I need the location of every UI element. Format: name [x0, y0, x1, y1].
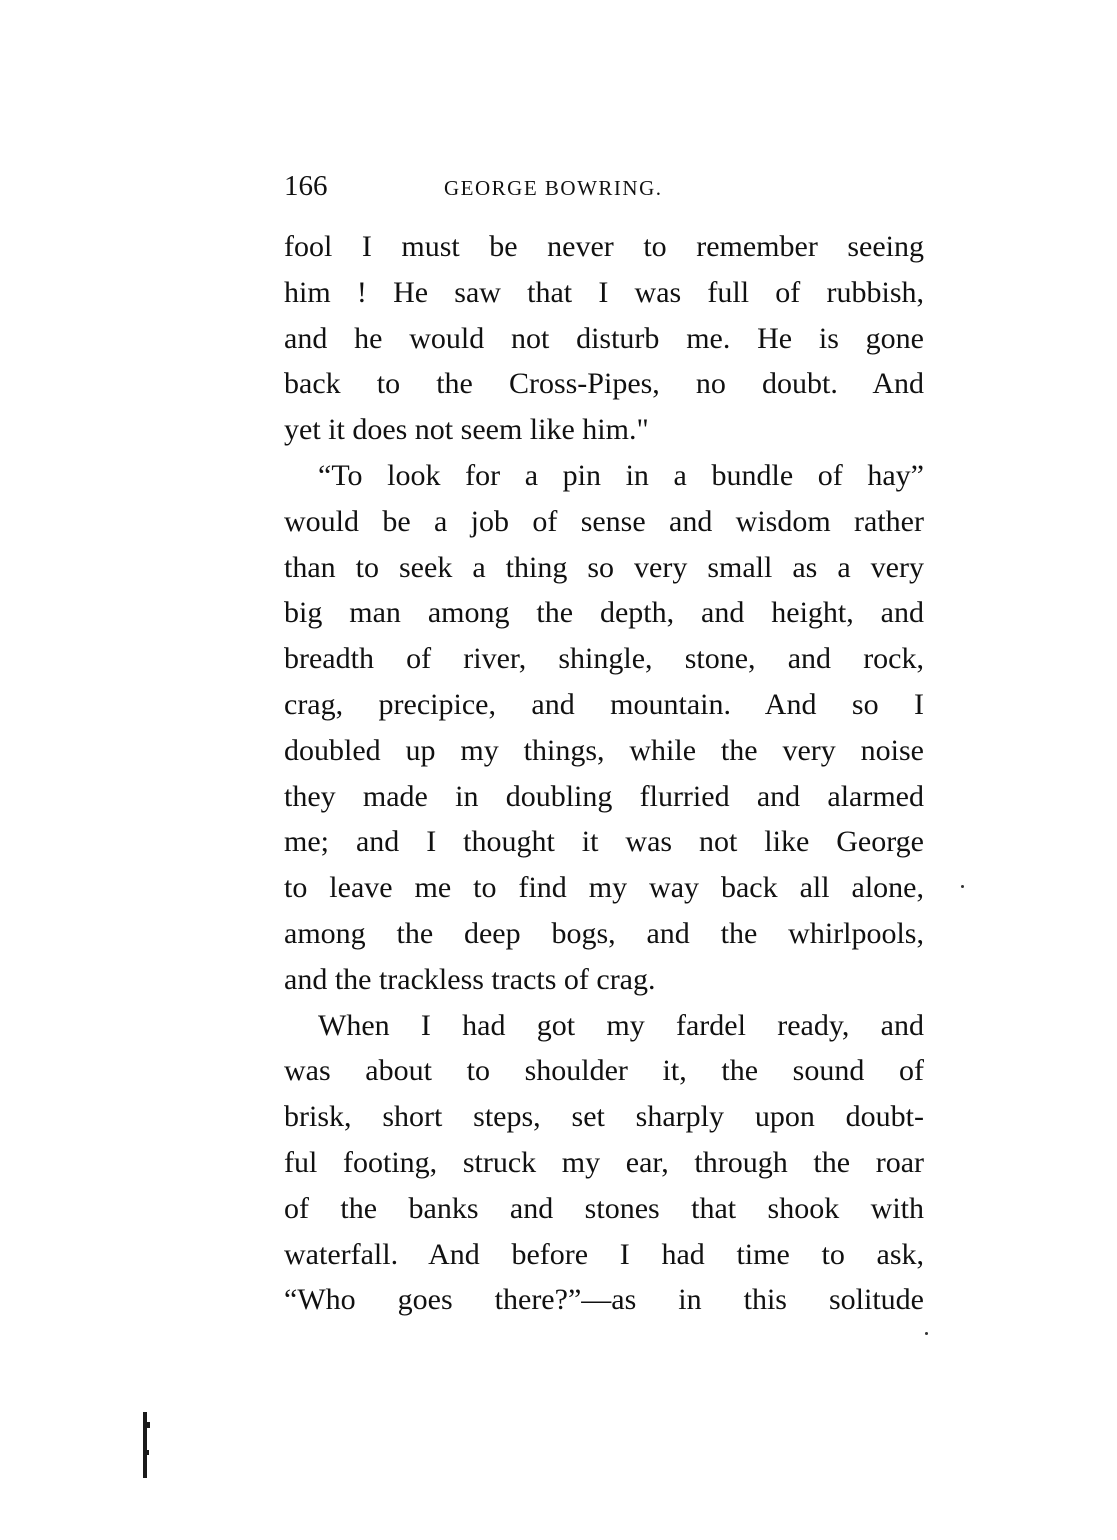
text-line: waterfall. And before I had time to ask, [284, 1237, 924, 1271]
body-text [284, 224, 924, 1323]
text-line: me; and I thought it was not like George [284, 825, 924, 859]
running-head [284, 166, 924, 206]
text-line: and he would not disturb me. He is gone [284, 321, 924, 355]
running-title: GEORGE BOWRING. [444, 176, 663, 200]
text-line: “Who goes there?”—as in this solitude [284, 1283, 924, 1317]
text-line: than to seek a thing so very small as a very [284, 550, 924, 584]
scan-speck [961, 885, 964, 888]
text-line: big man among the depth, and height, and [284, 596, 924, 630]
text-line: yet it does not seem like him." [284, 413, 649, 447]
text-line: brisk, short steps, set sharply upon doubt- [284, 1100, 924, 1134]
text-line: When I had got my fardel ready, and [318, 1008, 924, 1042]
text-line: of the banks and stones that shook with [284, 1191, 924, 1225]
text-line: was about to shoulder it, the sound of [284, 1054, 924, 1088]
text-line: ful footing, struck my ear, through the roar [284, 1145, 924, 1179]
text-line: fool I must be never to remember seeing [284, 230, 924, 263]
text-line: “To look for a pin in a bundle of hay” [318, 458, 924, 492]
text-line: breadth of river, shingle, stone, and rock, [284, 642, 924, 676]
scan-speck [925, 1332, 928, 1335]
text-line: him ! He saw that I was full of rubbish, [284, 275, 924, 309]
text-line: to leave me to find my way back all alone, [284, 871, 924, 905]
text-line: back to the Cross-Pipes, no doubt. And [284, 367, 924, 401]
text-line: among the deep bogs, and the whirlpools, [284, 916, 924, 950]
text-line: they made in doubling flurried and alarmed [284, 779, 924, 813]
text-line: would be a job of sense and wisdom rather [284, 504, 924, 538]
page-number: 166 [284, 170, 328, 202]
binding-mark [143, 1412, 147, 1478]
text-line: and the trackless tracts of crag. [284, 962, 656, 996]
text-line: crag, precipice, and mountain. And so I [284, 687, 924, 721]
text-line: doubled up my things, while the very noise [284, 733, 924, 767]
